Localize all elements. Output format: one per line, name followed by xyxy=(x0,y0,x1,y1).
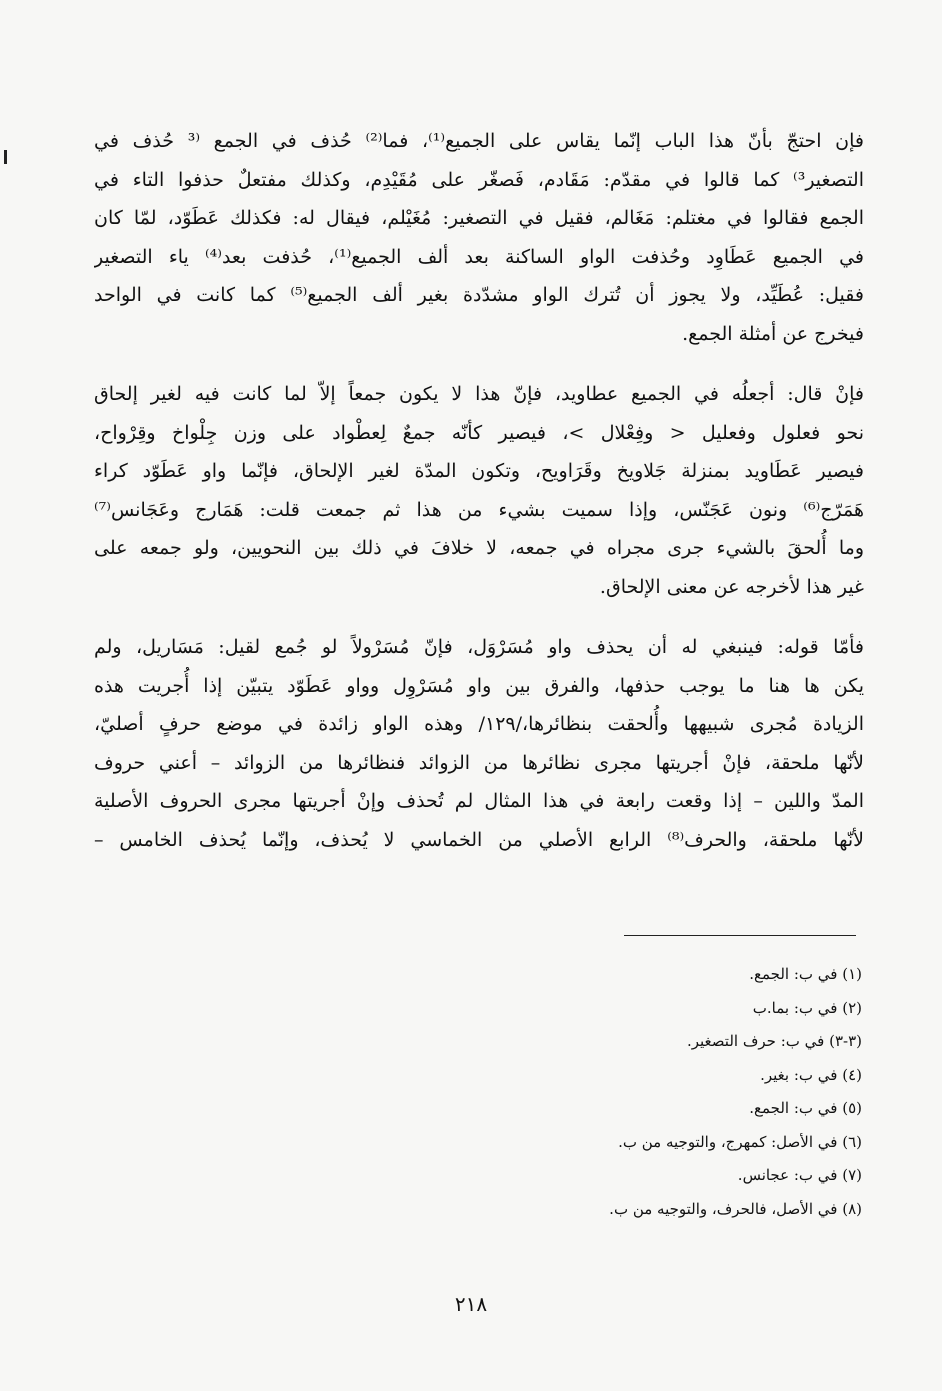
footnote: (٢) في ب: بما.ب xyxy=(752,998,862,1017)
main-text xyxy=(94,122,864,881)
text-line: فيخرج عن أمثلة الجمع. xyxy=(682,322,864,345)
text-line: غير هذا لأخرجه عن معنى الإلحاق. xyxy=(599,575,864,598)
text-line: وما أُلحقَ بالشيء جرى مجراه في جمعه، لا خلافَ في ذلك بين النحويين، ولو جمعه على xyxy=(94,537,864,559)
paragraph-3 xyxy=(94,628,864,859)
footnote: (٨) في الأصل، فالحرف، والتوجيه من ب. xyxy=(609,1199,862,1218)
text-line: فقيل: عُطَيِّد، ولا يجوز أن تُترك الواو مشدّدة بغير ألف الجميع⁽⁵⁾ كما كانت في الواحد xyxy=(94,284,864,306)
footnote: (١) في ب: الجمع. xyxy=(749,965,862,983)
text-line: نحو فعلول وفعليل < وفِعْلال >، فيصير كأنّه جمعٌ لِعطْواد على وزن جِلْواخ وقِرْواح، xyxy=(94,421,864,444)
paragraph-2 xyxy=(94,375,864,606)
footnote: (٥) في ب: الجمع. xyxy=(749,1099,862,1117)
text-line: لأنّها ملحقة، والحرف⁽⁸⁾ الرابع الأصلي من الخماسي لا يُحذف، وإنّما يُحذف الخامس – xyxy=(94,828,864,851)
paragraph-1 xyxy=(94,122,864,353)
footnotes xyxy=(262,958,862,1226)
margin-mark xyxy=(4,150,7,164)
text-line: لأنّها ملحقة، فإنْ أجريتها مجرى نظائرها من الزوائد فنظائرها من الزوائد – أعني حروف xyxy=(94,751,864,774)
text-line: الجمع فقالوا في مغتلم: مَغَالم، فقيل في التصغير: مُغَيْلم، فيقال له: فكذلك عَطَوّد، لمّا كان xyxy=(94,207,864,229)
footnote: (٦) في الأصل: كمهرج، والتوجيه من ب. xyxy=(618,1132,862,1151)
text-line: الزيادة مُجرى شبيهها وأُلحقت بنظائرها،/١٢٩/ وهذه الواو زائدة في موضع حرفٍ أصليّ، xyxy=(94,713,864,735)
text-line: المدّ واللين – إذا وقعت رابعة في هذا المثال لم تُحذف وإنْ أجريتها مجرى الحروف الأصلية xyxy=(94,790,864,812)
text-line: فإنْ قال: أجعلُه في الجميع عطاويد، فإنّ هذا لا يكون جمعاً إلاّ لما كانت فيه لغير إلحاق xyxy=(94,383,864,405)
text-line: هَمَرّج⁽⁶⁾ ونون عَجَنّس، وإذا سميت بشيء من هذا ثم جمعت قلت: هَمَارج وعَجَانس⁽⁷⁾ xyxy=(94,498,864,521)
text-line: فإن احتجّ بأنّ هذا الباب إنّما يقاس على الجميع⁽¹⁾، فما⁽²⁾ حُذف في الجمع ⁽³ حُذف في xyxy=(94,130,864,152)
text-line: التصغير³⁾ كما قالوا في مقدّم: مَقَادم، فَصغّر على مُقَيْدِم، وكذلك مفتعلٌ حذفوا التاء في xyxy=(94,168,864,191)
footnote: (٤) في ب: بغير. xyxy=(760,1065,862,1084)
text-line: يكن ها هنا ما يوجب حذفها، والفرق بين واو مُسَرْوِل وواو عَطَوّد يتبيّن إذا أُجريت هذه xyxy=(94,674,864,697)
page-number: ٢١٨ xyxy=(454,1292,488,1316)
footnote: (٣-٣) في ب: حرف التصغير. xyxy=(686,1032,862,1050)
footnote-separator xyxy=(624,935,856,936)
text-line: فيصير عَطَاويد بمنزلة جَلاويخ وقَرَاويح، وتكون المدّة لغير الإلحاق، فإنّما واو عَطَوّد كراء xyxy=(94,460,864,482)
footnote: (٧) في ب: عجانس. xyxy=(737,1166,862,1184)
text-line: في الجميع عَطَاوِد وحُذفت الواو الساكنة بعد ألف الجميع⁽¹⁾، حُذفت بعد⁽⁴⁾ ياء التصغير xyxy=(94,245,864,268)
text-line: فأمّا قوله: فينبغي له أن يحذف واو مُسَرْوَل، فإنّ مُسَرْولاً لو جُمع لقيل: مَسَاريل، ولم xyxy=(94,636,864,658)
